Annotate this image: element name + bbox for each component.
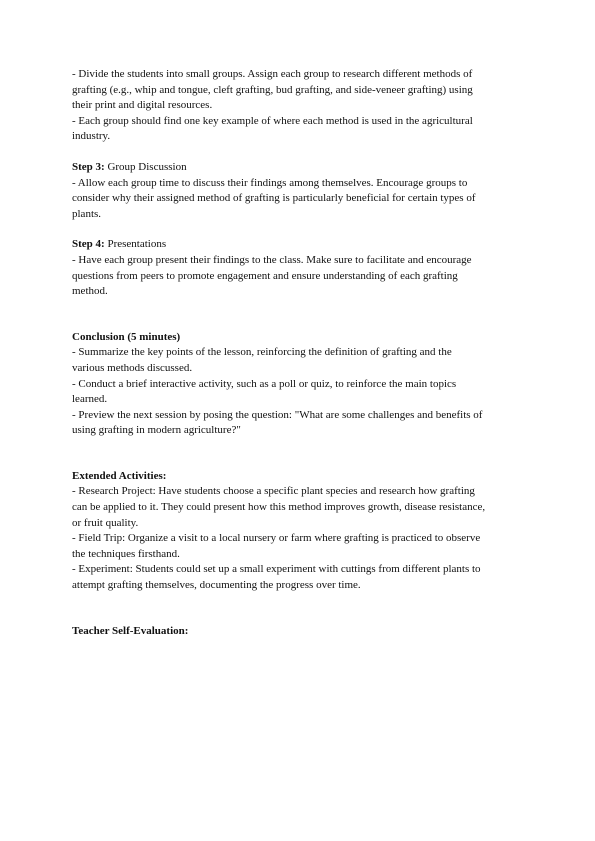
step-4-label: Step 4: xyxy=(72,238,105,251)
body-line: grafting (e.g., whip and tongue, cleft grafting, bud grafting, and side-veneer grafting) using xyxy=(72,83,473,96)
body-line: their print and digital resources. xyxy=(72,99,213,112)
body-line: - Field Trip: Organize a visit to a local nursery or farm where grafting is practiced to observe xyxy=(72,532,481,545)
body-line: - Experiment: Students could set up a small experiment with cuttings from different plants to xyxy=(72,563,481,576)
body-line: attempt grafting themselves, documenting the progress over time. xyxy=(72,579,361,592)
body-line: questions from peers to promote engagement and ensure understanding of each grafting xyxy=(72,269,458,282)
conclusion-heading: Conclusion (5 minutes) xyxy=(72,330,181,343)
step-3-label: Step 3: xyxy=(72,160,105,173)
teacher-self-evaluation-section xyxy=(72,624,528,640)
body-line: various methods discussed. xyxy=(72,361,193,374)
extended-activities-section xyxy=(72,469,528,594)
conclusion-section xyxy=(72,330,528,439)
document-page xyxy=(72,67,528,639)
step-3-section xyxy=(72,160,528,222)
body-line: method. xyxy=(72,285,108,298)
step-4-heading xyxy=(72,237,528,253)
body-line: - Conduct a brief interactive activity, such as a poll or quiz, to reinforce the main topics xyxy=(72,377,457,390)
body-line: learned. xyxy=(72,393,108,406)
body-line: - Allow each group time to discuss their findings among themselves. Encourage groups to xyxy=(72,176,468,189)
intro-paragraph xyxy=(72,67,528,145)
extended-activities-heading: Extended Activities: xyxy=(72,469,167,482)
step-3-title: Group Discussion xyxy=(104,160,187,173)
body-line: or fruit quality. xyxy=(72,516,139,529)
body-line: - Each group should find one key example of where each method is used in the agricultural xyxy=(72,114,473,127)
body-line: - Research Project: Have students choose a specific plant species and research how grafting xyxy=(72,485,475,498)
step-4-title: Presentations xyxy=(104,238,167,251)
body-line: the techniques firsthand. xyxy=(72,547,180,560)
body-line: industry. xyxy=(72,130,111,143)
step-3-heading xyxy=(72,160,528,176)
teacher-self-evaluation-heading: Teacher Self-Evaluation: xyxy=(72,624,189,637)
body-line: - Have each group present their findings to the class. Make sure to facilitate and encourage xyxy=(72,253,472,266)
body-line: plants. xyxy=(72,207,102,220)
body-line: using grafting in modern agriculture?" xyxy=(72,424,241,437)
body-line: can be applied to it. They could present how this method improves growth, disease resistance, xyxy=(72,501,486,514)
body-line: - Preview the next session by posing the question: "What are some challenges and benefits of xyxy=(72,408,483,421)
step-4-section xyxy=(72,237,528,299)
body-line: - Summarize the key points of the lesson, reinforcing the definition of grafting and the xyxy=(72,346,452,359)
body-line: - Divide the students into small groups. Assign each group to research different methods of xyxy=(72,68,473,80)
body-line: consider why their assigned method of grafting is particularly beneficial for certain types of xyxy=(72,192,476,205)
